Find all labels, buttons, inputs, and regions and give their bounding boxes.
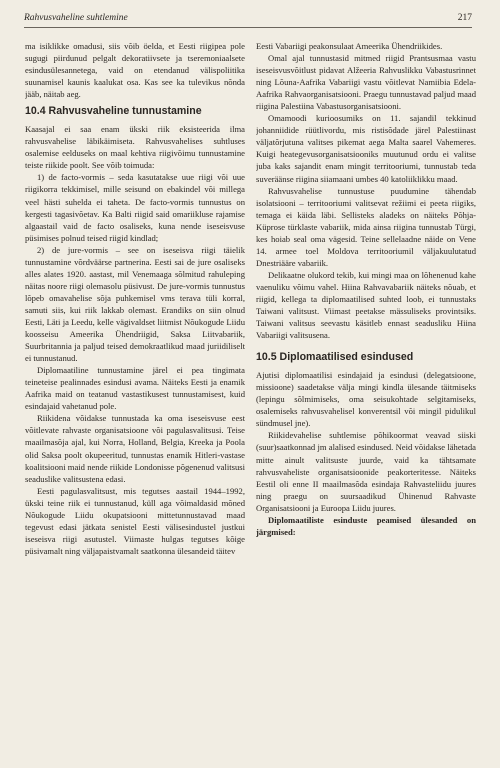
paragraph: Delikaatne olukord tekib, kui mingi maa on lõhenenud kahe vaenuliku võimu vahel. Hiina Rahvavabariik näiteks nõuab, et riigid, kellega ta diplomaatilised suhted loob, ei tunnustaks Taiwani valitsust. Viimast peetakse mässuliseks provintsiks. Taiwani valitsus seevastu käsitleb ennast seadusliku Hiina Vabariigi valitsusena.: [256, 269, 476, 341]
paragraph: Omamoodi kurioosumiks on 11. sajandil tekkinud johanniidide rüütlivordu, mis ristisõdade järel Palestiinast väljatõrjutuna valitses pikemat aega Malta saarel Vahemeres. Kuigi heategevusorganisatsiooniks muutunud ordu ei valitse juba kaks sajandit enam mingit territooriumi, tunnustab teda suveräänse riigina siiamaani umbes 40 katoliiklikku maad.: [256, 113, 476, 184]
running-header: [24, 13, 472, 28]
paragraph: Rahvusvahelise tunnustuse puudumine tähendab isolatsiooni – territooriumi valitsevat režiimi ei peeta riigiks, temaga ei käida läbi. Sellisteks aladeks on näiteks Põhja-Küprose türklaste vabariik, mida ainsa riigina tunnustab Türgi, kes hoiab seal oma vägesid. Teine sellelaadne näide on Vene 14. armee toel Moldova territooriumil väljakuulutatud Dnestriääre vabariik.: [256, 185, 476, 268]
right-column: [256, 40, 476, 538]
section-heading: 10.5 Diplomaatilised esindused: [256, 351, 414, 364]
left-column: [25, 40, 245, 557]
paragraph: Eesti pagulasvalitsust, mis tegutses aastail 1944–1992, ükski teine riik ei tunnustanud, küll aga võimaldasid mõned Nõukogude Liidu okupatsiooni mittetunnustavad maad tegevust edasi jätkata senistel Eesti välisesindustel justkui iseseisva riigi asutustel. Viimaste hulgas tegutses kõige püsivamalt ning väljapaistvamalt saatkonna ülesandeid täitev: [25, 485, 245, 556]
page-number: 217: [457, 13, 472, 23]
paragraph-bold: Diplomaatiliste esinduste peamised ülesanded on järgmised:: [256, 514, 476, 537]
paragraph: 1) de facto-vormis – seda kasutatakse uue riigi või uue riigikorra tekkimisel, mille seisund on ebakindel või millega veel hästi suhelda ei taheta. De facto-vormis tunnustus on kergesti tagasivõetav. Ka Balti riigid said omariikluse rajamise algaastail vaid de facto osaliseks, kuna nende iseseisvuse püsimises polnud teised riigid kindlad;: [25, 172, 245, 243]
section-heading: 10.4 Rahvusvaheline tunnustamine: [25, 105, 202, 118]
paragraph: Riikidevahelise suhtlemise põhikoormat veavad siiski (suur)saatkonnad jm alalised esindused. Neid võidakse lähetada mitte ainult valitsuste juurde, vaid ka tähtsamate rahvusvaheliste organisatsioonide peakorteritesse. Näiteks Eestil oli enne II maailmasõda esindaja Rahvasteliidu juures ning praegu on suursaadikud Ühinenud Rahvaste Organisatsiooni ja Euroopa Liidu juures.: [256, 430, 476, 513]
paragraph: Omal ajal tunnustasid mitmed riigid Prantsusmaa vastu iseseisvusvõitlust pidavat Alžeeria Rahvuslikku Vabastusrinnet ning Lõuna-Aafrika Vabariigi vastu võitlevat Namiibia Edela-Aafrika Rahvaorganisatsiooni. Praegu tunnustavad paljud maad riigina Palestiina Vabastusorganisatsiooni.: [256, 53, 476, 112]
paragraph: Diplomaatiline tunnustamine järel ei pea tingimata teineteise pealinnades esindusi avama. Näiteks Eesti ja enamik Aafrika maid on teatanud vastastikusest tunnustamisest, kuid esindajaid vahetanud pole.: [25, 365, 245, 412]
paragraph: 2) de jure-vormis – see on iseseisva riigi täielik tunnustamine võrdväärse partnerina. Eesti sai de jure osaliseks alles alates 1920. aastast, mil Venemaaga sõlmitud rahuleping näitas noore riigi olemasolu püsivust. De jure-vormis tunnustus lõpeb omavahelise sõja puhkemisel vms terava tüli korral, samuti siis, kui riik lakkab olemast. Erandiks on siin olnud Eesti, Läti ja Leedu, kelle vägivaldset liitmist Nõukogude Liidu koosseisu Ameerika Ühendriigid, Saksa Liitvabariik, Suurbritannia ja paljud teised demokraatlikud maad juriidiliselt ei tunnustanud.: [25, 244, 245, 364]
paragraph: Ajutisi diplomaatilisi esindajaid ja esindusi (delegatsioone, missioone) saadetakse välja mingi kindla ülesande täitmiseks (lepingu sõlmimiseks, oma seisukohtade selgitamiseks, osalemiseks rahvusvahelisel konverentsil või mingil pidulikul sündmusel jne).: [256, 370, 476, 429]
paragraph: ma isiklikke omadusi, siis võib öelda, et Eesti riigipea pole sugugi piirdunud pelgalt dekoratiivsete ja tseremoniaalsete esindusülesannetega, vaid on etendanud välispoliitika suunamisel kaunis kaalukat osa. Kas see ka tulevikus nõnda jääb, näitab aeg.: [25, 41, 245, 100]
paragraph: Kaasajal ei saa enam ükski riik eksisteerida ilma rahvusvahelise läbikäimiseta. Rahvusvahelises suhtluses osalemise eelduseks on maal kehtiva riigivõimu tunnustamine teiste riikide poolt. See võib toimuda:: [25, 124, 245, 171]
paragraph: Riikidena võidakse tunnustada ka oma iseseisvuse eest võitlevate rahvaste organisatsioone või pagulasvalitsusi. Teise maailmasõja ajal, kui Norra, Holland, Belgia, Kreeka ja Poola olid Saksa poolt okupeeritud, tunnustas enamik Hitleri-vastase koalitsiooni maid nende riikide Londonisse põgenenud valitsusi seaduslike valitsustena edasi.: [25, 413, 245, 484]
paragraph: Eesti Vabariigi peakonsulaat Ameerika Ühendriikides.: [256, 41, 443, 51]
running-title: Rahvusvaheline suhtlemine: [24, 13, 128, 23]
